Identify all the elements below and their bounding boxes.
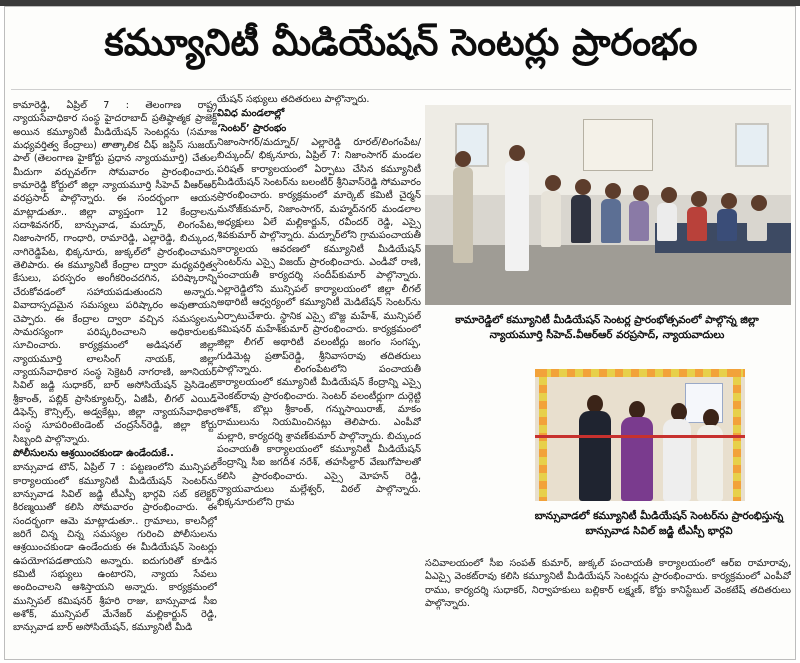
headline: కమ్యూనిటీ మీడియేషన్ సెంటర్లు ప్రారంభం	[104, 21, 698, 64]
section-subhead: పోలీసులను ఆశ్రయించకుండా ఉండేందుకే..	[13, 447, 174, 459]
section-subhead-2: ‘సెంటర్’ ప్రారంభం	[217, 122, 287, 134]
photo-ribbon-cutting	[535, 369, 745, 501]
photo-courtroom-event	[425, 105, 791, 305]
photo-caption-1: కామారెడ్డిలో కమ్యూనిటీ మీడియేషన్ సెంటర్ల ప్రారంభోత్సవంలో పాల్గొన్న జిల్లా న్యాయమూర్తి సీహెచ్.వీఆర్‌ఆర్ వరప్రసాద్, న్యాయవాదులు	[455, 314, 759, 341]
article-column-1	[13, 99, 217, 655]
article-paragraph-3: యేషన్ సభ్యులు తదితరులు పాల్గొన్నారు.	[217, 94, 370, 105]
article-column-2	[217, 93, 421, 657]
headline-rule	[11, 89, 791, 90]
article-paragraph-2: బాన్సువాడ టౌన్, ఏప్రిల్ 7 : పట్టణంలోని మున్సిపల్ కార్యాలయంలో కమ్యూనిటీ మీడియేషన్ సెంటర్‌ను బాన్సువాడ సివిల్ జడ్జి టీఎస్పీ భార్గవి సబ్ కలెక్టర్ కిరణ్మయితో కలిసి సోమవారం ప్రారంభించారు. ఈ సందర్భంగా ఆమె మాట్లాడుతూ.. గ్రామాలు, కాలనీల్లో జరిగే చిన్న చిన్న సమస్యల గురించి పోలీసులను ఆశ్రయించకుండా ఉండేందుకు ఈ మీడియేషన్ సెంటర్లు ఉపయోగపడతాయని అన్నారు. ఐదుగురితో కూడిన కమిటీ సభ్యులు ఉంటారని, న్యాయ సేవలు అందించాలని ఆశిస్తాయని అన్నారు. కార్యక్రమంలో మున్సిపల్ కమిషనర్ శ్రీహరి రాజు, బాన్సువాడ సీఐ అశోక్, మున్సిపల్ మేనేజర్ మల్లికార్జున్ రెడ్డి, బాన్సువాడ బార్ అసోసియేషన్, కమ్యూనిటీ మీడి	[13, 462, 217, 634]
photo-caption-2: బాన్సువాడలో కమ్యూనిటీ మీడియేషన్ సెంటర్‌ను ప్రారంభిస్తున్న బాన్సువాడ సివిల్ జడ్జి టీఎస్పీ భార్గవి	[534, 510, 784, 537]
newspaper-page	[4, 6, 796, 660]
section-subhead-1: వివిధ మండలాల్లో	[217, 108, 285, 120]
article-column-3: సచివాలయంలో సీఐ సంపత్ కుమార్, జుక్కల్ పంచాయతీ కార్యాలయంలో ఆర్ఐ రామారావు, ఏఎస్సై వెంకట్‌రావు కలిసి కమ్యూనిటీ మీడియేషన్ సెంటర్లను ప్రారంభించారు. కార్యక్రమంలో ఎంపీవో రాము, కార్యదర్శి సుధాకర్, నిర్వాహకులు బల్లికార్ లక్ష్మణ్, కోర్టు కానిస్టేబుల్ వెంకటేష్ తదితరులు పాల్గొన్నారు.	[425, 558, 791, 610]
article-paragraph-4: నిజాంసాగర్/మద్నూర్/ ఎల్లారెడ్డి రూరల్/లింగంపేట/బిచ్కుంద్/ భిక్కనూరు, ఏప్రిల్ 7: నిజాంసాగర్ మండల పరిషత్ కార్యాలయంలో ఏర్పాటు చేసిన కమ్యూనిటీ మీడియేషన్ సెంటర్‌ను బలంటీర్ శ్రీనివాస్‌రెడ్డి సోమవారం ప్రారంభించారు. కార్యక్రమంలో మార్కెట్ కమిటీ చైర్మన్ మనోజ్‌కుమార్, నిజాంసాగర్, మహ్మద్‌నగర్ మండలాల అధ్యక్షులు ఏలే మల్లికార్జున్, రవీందర్ రెడ్డి, ఎస్సై శివకుమార్ పాల్గొన్నారు. మద్నూర్‌లోని గ్రామపంచాయతీ కార్యాలయ ఆవరణలో కమ్యూనిటీ మీడియేషన్ సెంటర్‌ను ఎస్సై విజయ్ ప్రారంభించారు. ఎండీవో రాణి, పంచాయతీ కార్యదర్శి సందీప్‌కుమార్ పాల్గొన్నారు. ఎల్లారెడ్డిలోని మున్సిపల్ కార్యాలయంలో జిల్లా లీగల్ అథారిటీ ఆధ్వర్యంలో కమ్యూనిటీ మెడిటేషన్ సెంటర్‌ను ఏర్పాటుచేశారు. స్థానిక ఎస్సై బొజ్జ మహేశ్, మున్సిపల్ కమిషనర్ మహేశ్‌కుమార్ ప్రారంభించారు. కార్యక్రమంలో జిల్లా లీగల్ అథారిటీ వలంటీర్లు జంగం సంగప్ప, గుడిమెట్ల ప్రతాప్‌రెడ్డి, శ్రీనివాసరావు తదితరులు పాల్గొన్నారు. లింగంపేటలోని పంచాయతీ కార్యాలయంలో కమ్యూనిటీ మీడియేషన్ కేంద్రాన్ని ఎస్సై వెంకట్‌రావు ప్రారంభించారు. సెంటర్ వలంటీర్లుగా దుర్గెట్టి అశోక్, బొల్లు శ్రీకాంత్, గన్నుసాయిరాజ్, మాకం రాములును నియమించినట్లు తెలిపారు. ఎంపీవో మల్లారి, కార్యదర్శి శ్రావణ్‌కుమార్ పాల్గొన్నారు. బిచ్కుంద పంచాయతీ కార్యాలయంలో కమ్యూనిటీ మీడియేషన్ కేంద్రాన్ని సీఐ జగదీశ నరేశ్, తహసీల్దార్ వేణుగోపాలతో కలిసి ప్రారంభించారు. ఎస్సై మోహన్ రెడ్డి, న్యాయవాదులు మల్లేశ్వర్, విఠల్ పాల్గొన్నారు. భిక్కనూరులోని గ్రామ	[217, 137, 421, 509]
article-paragraph-1: కామారెడ్డి, ఏప్రిల్ 7 : తెలంగాణ రాష్ట్ర న్యాయసేవాధికార సంస్థ హైదరాబాద్ ప్రతిష్ఠాత్మక ప్రాజెక్ట్ అయిన కమ్యూనిటీ మీడియేషన్ సెంటర్లను (సమాజ మధ్యవర్తిత్వ కేంద్రాలు) తాత్కాలిక చీఫ్ జస్టిస్ సుజయ్ పాల్ (తెలంగాణ హైకోర్టు ప్రధాన న్యాయమూర్తి) చేతుల మీదుగా వర్చువల్‌గా సోమవారం ప్రారంభించారు. కామారెడ్డి కోర్టులో జిల్లా న్యాయమూర్తి సీహెచ్ వీఆర్‌ఆర్ వరప్రసాద్ పాల్గొన్నారు. ఈ సందర్భంగా ఆయన మాట్లాడుతూ.. జిల్లా వ్యాప్తంగా 12 కేంద్రాలను సదాశివనగర్, బాన్సువాడ, మద్నూర్, లింగంపేట, నిజాంసాగర్, గాంధారి, రామారెడ్డి, ఎల్లారెడ్డి, బిచ్కుంద, నాగిరెడ్డిపేట, భిక్కనూరు, జుక్కల్‌లో ప్రారంభించామని తెలిపారు. ఈ కమ్యూనిటీ కేంద్రాల ద్వారా మధ్యవర్తిత్వ కేసులు, పరస్పరం అంగీకరించదగిన, పరిష్కారాన్ని చేరుకోవడంలో సహాయపడుతుందని అన్నారు. వివాదాస్పదమైన సమస్యలు పరిష్కారం అవుతాయని చెప్పారు. ఈ కేంద్రాల ద్వారా వచ్చిన సమస్యలను సామరస్యంగా పరిష్కరించాలని అధికారులకు సూచించారు. కార్యక్రమంలో అడిషనల్ జిల్లా న్యాయమూర్తి లాలసింగ్ నాయక్, జిల్లా న్యాయసేవాధికార సంస్థ సెక్రెటరీ నాగరాణి, జూనియర్ సివిల్ జడ్జి సుధాకర్, బార్ అసోసియేషన్ ప్రెసిడెంట్ శ్రీకాంత్, పబ్లిక్ ప్రాసిక్యూటర్స్, ఏజీపీ, లీగల్ ఎయిడ్ డిఫెన్స్ కౌన్సిల్స్, అడ్వకేట్లు, జిల్లా న్యాయసేవాధికార సంస్థ సూపరింటెండెంట్ చంద్రసేన్‌రెడ్డి, జిల్లా కోర్టు సిబ్బంది పాల్గొన్నారు.	[13, 100, 217, 445]
